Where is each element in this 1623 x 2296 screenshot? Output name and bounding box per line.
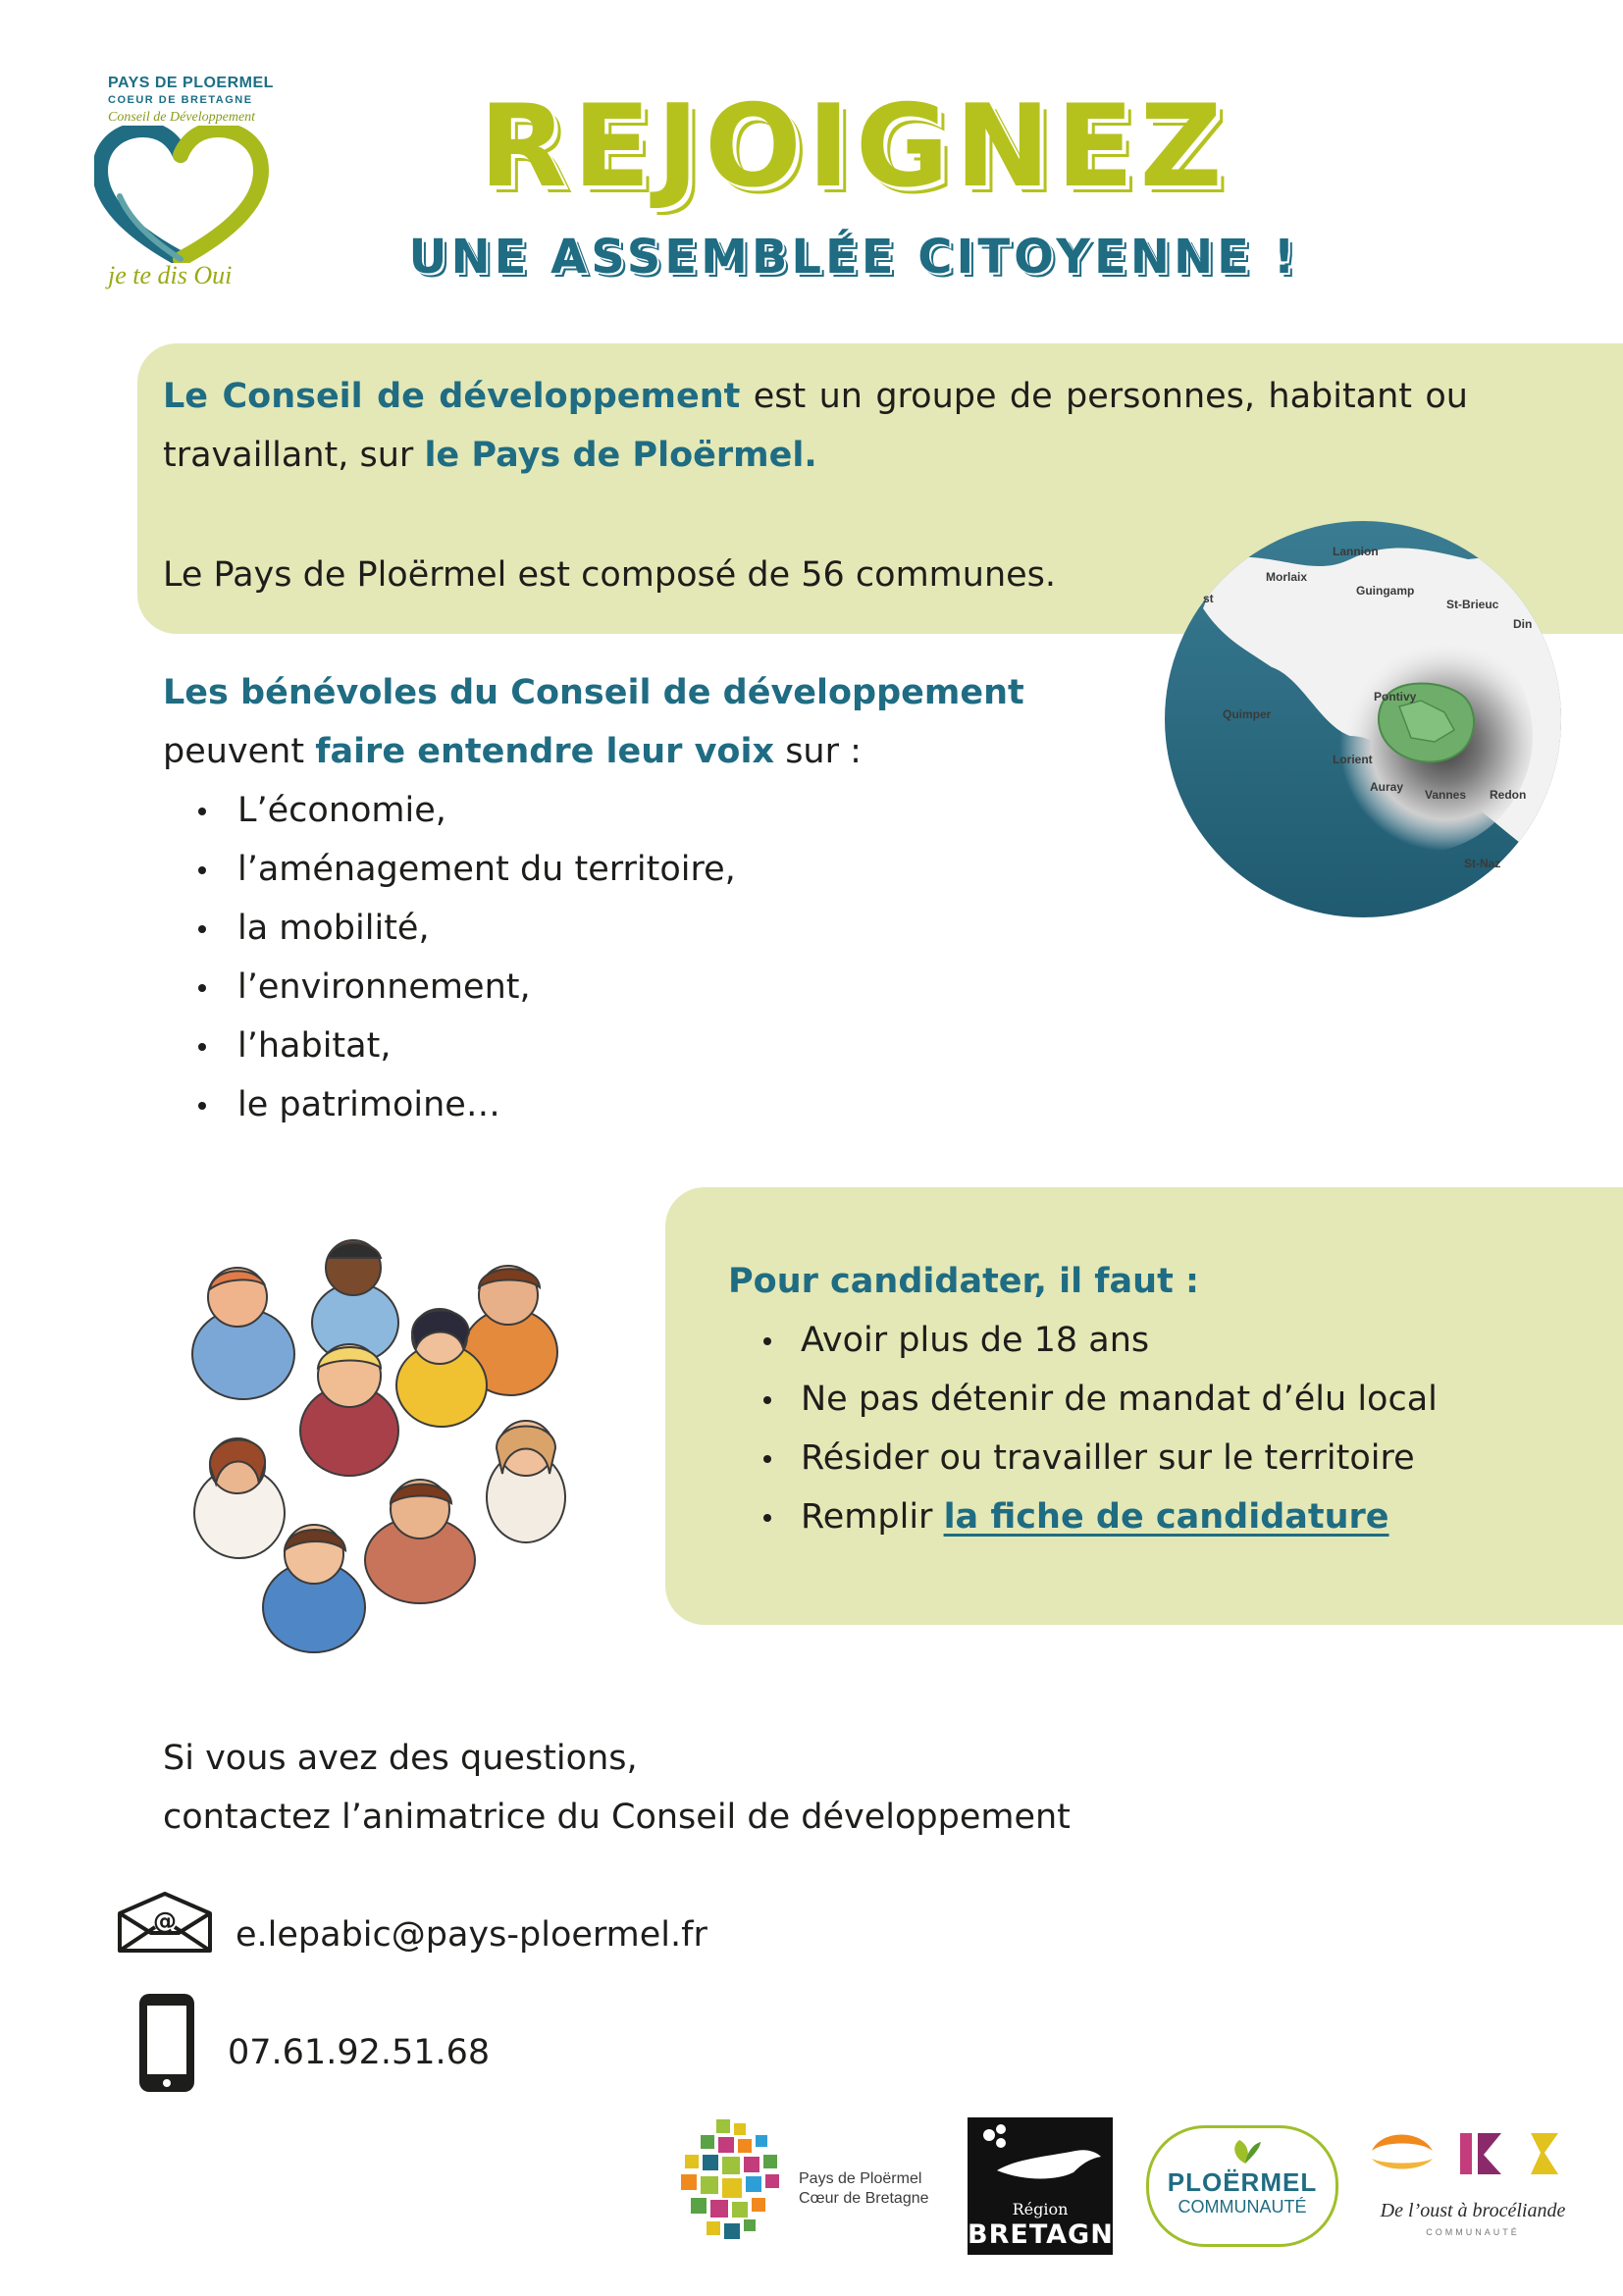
application-form-link[interactable]: la fiche de candidature [943,1497,1389,1537]
map-label-morlaix: Morlaix [1266,570,1308,584]
pays-ploermel-logo [677,2115,952,2253]
region-logo-line-1: Région [1012,2200,1069,2218]
list-item: Résider ou travailler sur le territoire [728,1429,1438,1487]
last-item-prefix: Remplir [801,1497,944,1537]
map-label-lannion: Lannion [1333,545,1379,558]
territory-map [1164,520,1562,918]
map-label-auray: Auray [1370,780,1404,794]
logo-tagline: je te dis Oui [108,261,233,289]
phone-icon [135,1990,198,2096]
volunteers-heading [163,663,1024,722]
contact-line-2: contactez l’animatrice du Conseil de développement [163,1798,1071,1837]
logo-line-1: PAYS DE PLOERMEL [108,75,274,91]
topics-list [163,781,736,1134]
list-item: Ne pas détenir de mandat d’élu local [728,1370,1438,1429]
ermine-bird-icon [968,2117,1113,2196]
oust-broceliande-logo [1362,2108,1584,2255]
svg-text:@: @ [153,1907,177,1935]
volunteers-intro-pre: peuvent [163,732,316,771]
council-logo [94,71,281,306]
oust-logo-line-1: De l’oust à brocéliande [1380,2200,1566,2221]
intro-bold-2: le Pays de Ploërmel. [424,436,817,475]
ploermel-communaute-logo [1146,2125,1338,2247]
contact-line-1: Si vous avez des questions, [163,1739,638,1778]
pays-logo-line-1: Pays de Ploërmel [799,2170,922,2187]
volunteers-intro [163,722,862,781]
intro-text: est un groupe de personnes, habitant ou travaillant, sur [163,377,1468,475]
region-bretagne-logo [968,2117,1133,2255]
map-label-pontivy: Pontivy [1374,690,1417,704]
pays-logo-line-2: Cœur de Bretagne [799,2190,929,2207]
requirements-list [728,1311,1438,1546]
list-item: L’économie, [163,781,736,840]
region-logo-line-2: BRETAGNE [968,2219,1133,2250]
list-item: l’environnement, [163,958,736,1017]
volunteers-intro-bold: faire entendre leur voix [315,732,775,771]
map-label-st-nazaire: St-Naz [1464,857,1501,870]
requirements-title [728,1252,1199,1311]
mosaic-logo-icon [677,2115,795,2253]
list-item: la mobilité, [163,899,736,958]
comm-logo-line-2: COMMUNAUTÉ [1178,2197,1307,2217]
list-item: Avoir plus de 18 ans [728,1311,1438,1370]
heart-icon [94,126,271,263]
communes-count-text: Le Pays de Ploërmel est composé de 56 communes. [163,555,1057,595]
volunteers-intro-post: sur : [774,732,862,771]
email-link[interactable]: e.lepabic@pays-ploermel.fr [236,1915,707,1955]
intro-paragraph [163,367,1468,485]
logo-line-3: Conseil de Développement [108,110,256,125]
map-label-redon: Redon [1490,788,1527,802]
map-label-quimper: Quimper [1223,707,1272,721]
page-subheadline: UNE ASSEMBLÉE CITOYENNE ! [408,230,1299,285]
list-item: le patrimoine… [163,1075,736,1134]
oust-logo-line-2: COMMUNAUTÉ [1426,2227,1520,2237]
logo-line-2: COEUR DE BRETAGNE [108,94,253,106]
volunteers-heading-bold: Les bénévoles du Conseil de développement [163,673,1024,712]
list-item [728,1487,1438,1546]
mail-icon [116,1890,214,1955]
phone-link[interactable]: 07.61.92.51.68 [228,2033,491,2072]
leaf-icon [1226,2136,1265,2166]
page-headline: REJOIGNEZ [479,80,1229,213]
intro-bold-1: Le Conseil de développement [163,377,741,416]
map-label-brest: st [1203,592,1214,605]
oust-shapes-icon [1362,2108,1584,2196]
requirements-title-text: Pour candidater, il faut : [728,1262,1199,1301]
map-label-dinan: Din [1513,617,1533,631]
map-label-lorient: Lorient [1333,753,1373,766]
comm-logo-line-1: PLOËRMEL [1167,2167,1318,2197]
map-label-vannes: Vannes [1425,788,1467,802]
map-label-guingamp: Guingamp [1356,584,1415,598]
list-item: l’habitat, [163,1017,736,1075]
people-illustration [157,1238,589,1680]
map-label-st-brieuc: St-Brieuc [1446,598,1499,611]
list-item: l’aménagement du territoire, [163,840,736,899]
